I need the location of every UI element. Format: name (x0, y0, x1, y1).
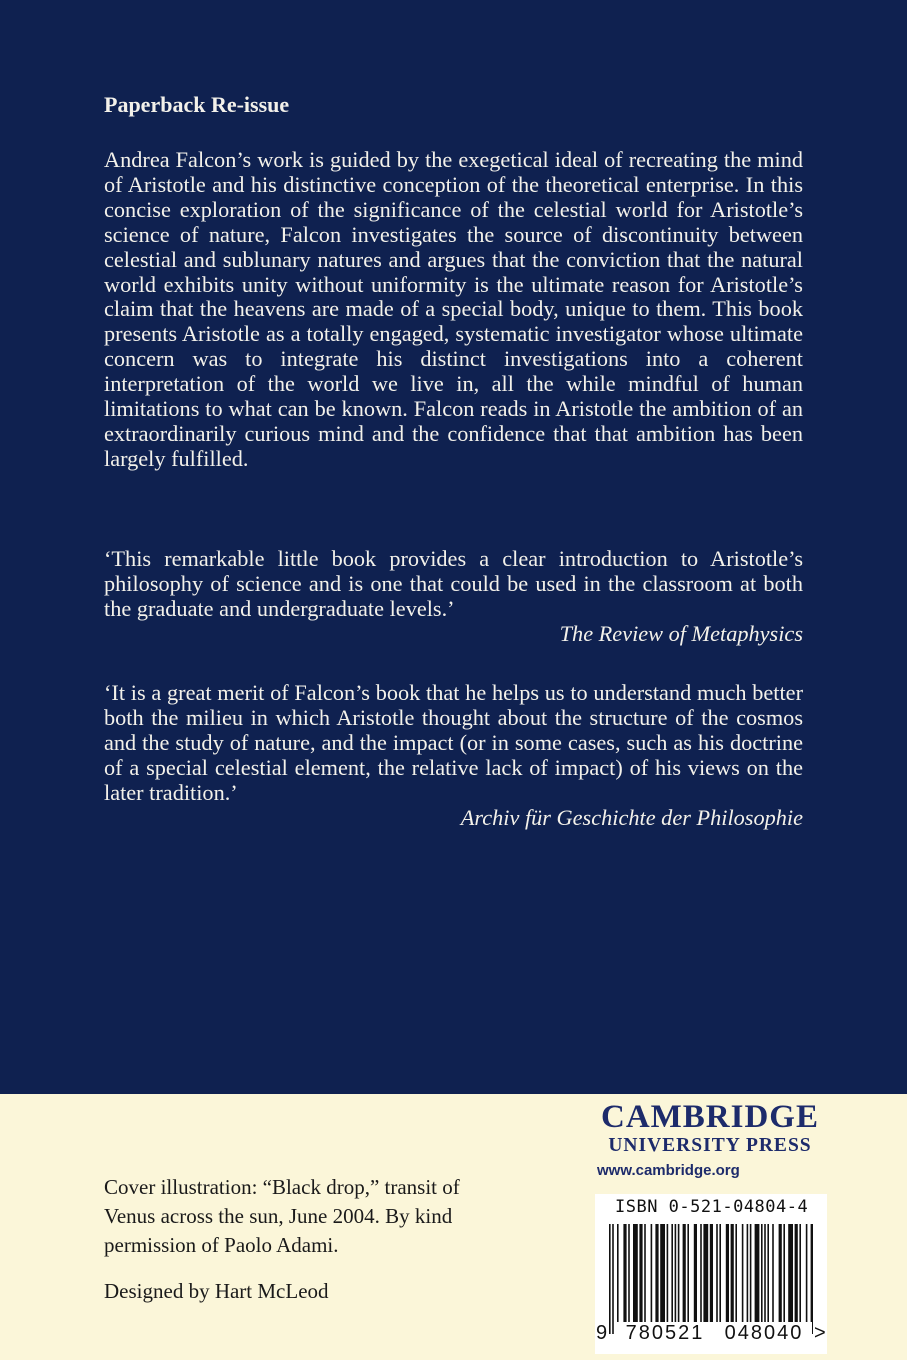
barcode-bars (609, 1224, 813, 1334)
barcode-bar (750, 1224, 752, 1322)
footer-panel (0, 1094, 907, 1360)
barcode-bar (687, 1224, 689, 1322)
review-quote-1 (104, 547, 803, 647)
barcode-bar (623, 1224, 626, 1322)
publisher-website: www.cambridge.org (597, 1162, 740, 1179)
barcode-first-digit: 9 (596, 1322, 608, 1344)
barcode-bar (742, 1224, 744, 1322)
barcode-bar (716, 1224, 718, 1322)
barcode-bar (747, 1224, 749, 1322)
barcode-bar (612, 1224, 614, 1334)
barcode-bar (783, 1224, 785, 1322)
barcode-bar (639, 1224, 642, 1322)
isbn-barcode (595, 1194, 827, 1354)
barcode-bar (617, 1224, 619, 1322)
barcode-bar (799, 1224, 801, 1322)
barcode-bar (694, 1224, 697, 1322)
barcode-bar (628, 1224, 630, 1322)
barcode-bar (683, 1224, 686, 1322)
barcode-bar (710, 1224, 713, 1334)
publisher-logo (595, 1099, 825, 1157)
barcode-bar (795, 1224, 798, 1322)
section-heading: Paperback Re-issue (104, 92, 290, 117)
publisher-subtitle: UNIVERSITY PRESS (608, 1135, 812, 1156)
barcode-bar (609, 1224, 611, 1334)
barcode-bar (675, 1224, 677, 1322)
barcode-bar (731, 1224, 734, 1322)
barcode-right-group: 048040 (716, 1322, 812, 1345)
isbn-number: ISBN 0-521-04804-4 (615, 1197, 809, 1217)
barcode-bar (719, 1224, 721, 1322)
barcode-bar (811, 1224, 813, 1334)
barcode-bar (779, 1224, 782, 1322)
publisher-name: CAMBRIDGE (600, 1099, 819, 1135)
barcode-bar (660, 1224, 665, 1322)
review-source: The Review of Metaphysics (559, 620, 803, 646)
review-text: ‘This remarkable little book provides a clear introduction to Aristotle’s philosophy of science and is one that could be used in the classroom at both the graduate and undergraduate levels.’ (104, 546, 803, 621)
barcode-bar (651, 1224, 653, 1322)
barcode-bar (671, 1224, 673, 1322)
barcode-bar (655, 1224, 658, 1322)
barcode-bar (678, 1224, 680, 1322)
barcode-arrow: > (814, 1322, 826, 1344)
barcode-bar (764, 1224, 766, 1322)
barcode-bar (755, 1224, 760, 1322)
review-text: ‘It is a great merit of Falcon’s book that he helps us to understand much better both the milieu in which Aristotle thought about the structure of the cosmos and the study of nature, and the impact (or in some cases, such as his doctrine of a special celestial element, the relative lack of impact) of his views on the later tradition.’ (104, 680, 803, 805)
barcode-bar (806, 1224, 808, 1334)
barcode-bar (633, 1224, 638, 1322)
barcode-bar (772, 1224, 774, 1322)
designer-credit: Designed by Hart McLeod (104, 1279, 329, 1303)
barcode-bar (700, 1224, 702, 1322)
barcode-left-group: 780521 (617, 1322, 713, 1345)
barcode-bar (735, 1224, 737, 1322)
review-quote-2 (104, 681, 803, 830)
cover-illustration-credit: Cover illustration: “Black drop,” transit of Venus across the sun, June 2004. By kind permission of Paolo Adami. (104, 1175, 460, 1257)
barcode-digits (595, 1322, 827, 1348)
review-source: Archiv für Geschichte der Philosophie (460, 804, 803, 830)
barcode-bar (767, 1224, 769, 1322)
barcode-bar (667, 1224, 669, 1322)
barcode-bar (703, 1224, 708, 1322)
book-description: Andrea Falcon’s work is guided by the exegetical ideal of recreating the mind of Aristotle and his distinctive conception of the theoretical enterprise. In this concise exploration of the significance of the celestial world for Aristotle’s science of nature, Falcon investigates the source of discontinuity between celestial and sublunary natures and argues that the conviction that the natural world exhibits unity without uniformity is the ultimate reason for Aristotle’s claim that the heavens are made of a special body, unique to them. This book presents Aristotle as a totally engaged, systematic investigator whose ultimate concern was to integrate his distinct investigations into a coherent interpretation of the world we live in, all the while mindful of human limitations to what can be known. Falcon reads in Aristotle the ambition of an extraordinarily curious mind and the confidence that that ambition has been largely fulfilled. (104, 147, 803, 471)
barcode-bar (644, 1224, 646, 1322)
barcode-bar (761, 1224, 763, 1322)
barcode-bar (726, 1224, 729, 1322)
barcode-bar (788, 1224, 793, 1322)
